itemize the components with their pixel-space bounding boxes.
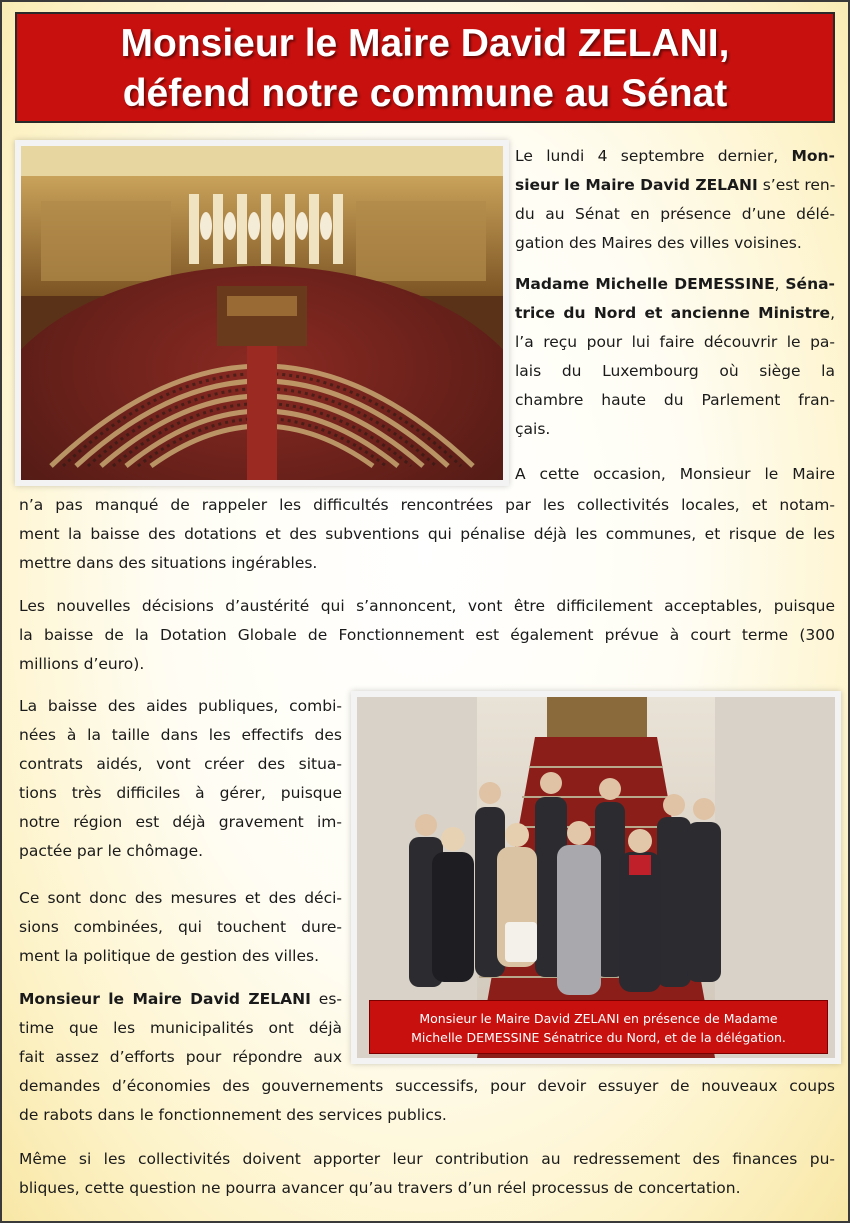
text-line: La baisse des aides publiques, combi-	[19, 697, 342, 715]
text-line: gation des Maires des villes voisines.	[515, 234, 802, 252]
text-segment: ,	[774, 275, 786, 293]
text-segment: s’est ren-	[757, 176, 836, 194]
paragraph-senator	[515, 270, 835, 444]
text-line: l’a reçu pour lui faire découvrir le pa-	[515, 333, 835, 351]
paragraph-public-aid	[19, 692, 342, 866]
text-line: mettre dans des situations ingérables.	[19, 554, 318, 572]
text-line: sions combinées, qui touchent dure-	[19, 918, 342, 936]
text-line: tions très difficiles à gérer, puisque	[19, 784, 342, 802]
paragraph-austerity	[19, 592, 835, 679]
text-line: contrats aidés, vont créer des situa-	[19, 755, 342, 773]
paragraph-occasion	[19, 491, 835, 578]
text-line: Les nouvelles décisions d’austérité qui s’annoncent, vont être difficilement acceptables, puisque	[19, 597, 835, 615]
headline-line-1: Monsieur le Maire David ZELANI,	[120, 22, 730, 65]
text-line: chambre haute du Parlement fran-	[515, 391, 835, 409]
caption-line-2: Michelle DEMESSINE Sénatrice du Nord, et de la délégation.	[411, 1030, 786, 1045]
paragraph-mayor-view	[19, 985, 342, 1072]
paragraph-intro	[515, 142, 835, 258]
text-line: de rabots dans le fonctionnement des services publics.	[19, 1106, 447, 1124]
text-line: Même si les collectivités doivent apporter leur contribution au redressement des finances pu-	[19, 1150, 835, 1168]
text-line: ment la baisse des dotations et des subventions qui pénalise déjà les communes, et risque de les	[19, 525, 835, 543]
text-line: time que les municipalités ont déjà	[19, 1019, 342, 1037]
text-line	[515, 299, 835, 328]
text-line: çais.	[515, 420, 551, 438]
photo-caption	[369, 1000, 828, 1054]
text-line: nées à la taille dans les effectifs des	[19, 726, 342, 744]
text-line: du au Sénat en présence d’une délé-	[515, 205, 835, 223]
headline-banner	[15, 12, 835, 123]
text-line	[515, 142, 835, 171]
bold-segment: Madame Michelle DEMESSINE	[515, 275, 775, 293]
senate-chamber-illustration	[21, 146, 503, 480]
bold-segment: Mon-	[791, 147, 835, 165]
text-line	[515, 171, 835, 200]
text-line	[19, 985, 342, 1014]
text-line	[515, 270, 835, 299]
headline-line-2: défend notre commune au Sénat	[122, 72, 728, 115]
text-line: pactée par le chômage.	[19, 842, 204, 860]
text-line: lais du Luxembourg où siège la	[515, 362, 835, 380]
bold-segment: Séna-	[785, 275, 835, 293]
paragraph-measures	[19, 884, 342, 971]
text-line: ment la politique de gestion des villes.	[19, 947, 320, 965]
paragraph-mayor-view-cont	[19, 1072, 835, 1130]
text-line: millions d’euro).	[19, 655, 145, 673]
text-line: la baisse de la Dotation Globale de Fonctionnement est également prévue à court terme (300	[19, 626, 835, 644]
text-line: fait assez d’efforts pour répondre aux	[19, 1048, 342, 1066]
text-line: Ce sont donc des mesures et des déci-	[19, 889, 342, 907]
bold-segment: Monsieur le Maire David ZELANI	[19, 990, 311, 1008]
text-segment: Le lundi 4 septembre dernier,	[515, 147, 792, 165]
text-line: bliques, cette question ne pourra avancer qu’au travers d’un réel processus de concertation.	[19, 1179, 741, 1197]
bold-segment: trice du Nord et ancienne Ministre	[515, 304, 831, 322]
text-segment: es-	[310, 990, 342, 1008]
text-line: n’a pas manqué de rappeler les difficultés rencontrées par les collectivités locales, et notam-	[19, 496, 835, 514]
caption-line-1: Monsieur le Maire David ZELANI en présence de Madame	[419, 1011, 778, 1026]
text-line: notre région est déjà gravement im-	[19, 813, 342, 831]
paragraph-conclusion	[19, 1145, 835, 1203]
text-line: demandes d’économies des gouvernements successifs, pour devoir essuyer de nouveaux coups	[19, 1077, 835, 1095]
paragraph-occasion-start	[515, 460, 835, 489]
text-segment: ,	[830, 304, 835, 322]
senate-chamber-photo	[15, 140, 509, 486]
bold-segment: sieur le Maire David ZELANI	[515, 176, 758, 194]
text-line: A cette occasion, Monsieur le Maire	[515, 465, 835, 483]
